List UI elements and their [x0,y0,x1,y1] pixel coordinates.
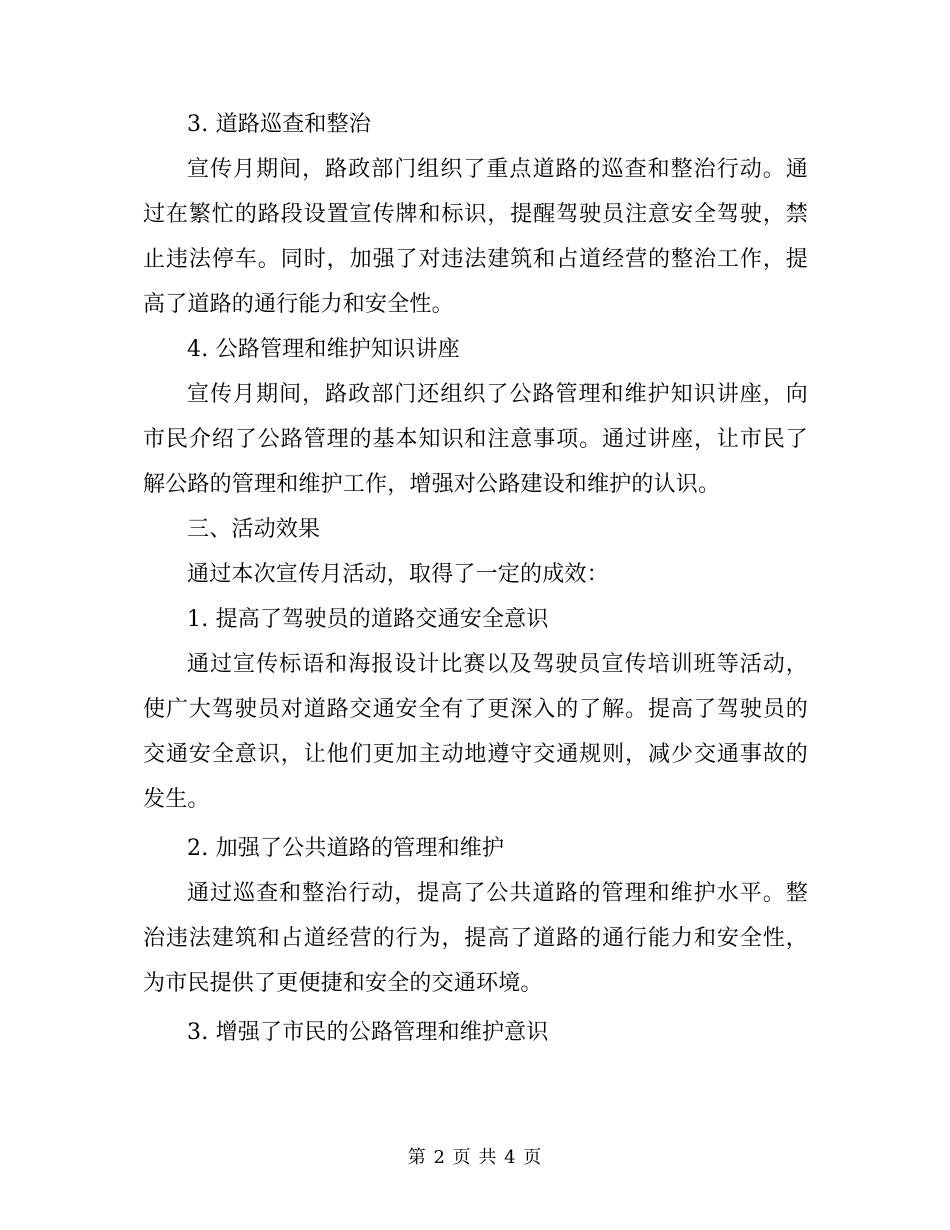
section-heading-road-patrol: 3. 道路巡查和整治 [187,112,371,137]
paragraph-lecture: 宣传月期间，路政部门还组织了公路管理和维护知识讲座，向市民介绍了公路管理的基本知识和注意事项。通过讲座，让市民了解公路的管理和维护工作，增强对公路建设和维护的认识。 [143,382,808,497]
page-number-footer: 第 2 页 共 4 页 [407,1147,543,1168]
paragraph-road-patrol: 宣传月期间，路政部门组织了重点道路的巡查和整治行动。通过在繁忙的路段设置宣传牌和标识，提醒驾驶员注意安全驾驶，禁止违法停车。同时，加强了对违法建筑和占道经营的整治工作，提高了道路的通行能力和安全性。 [143,157,808,317]
paragraph-road-management: 通过巡查和整治行动，提高了公共道路的管理和维护水平。整治违法建筑和占道经营的行为，提高了道路的通行能力和安全性，为市民提供了更便捷和安全的交通环境。 [143,881,808,996]
paragraph-effects-intro: 通过本次宣传月活动，取得了一定的成效： [187,562,609,587]
document-body [143,102,808,1055]
section-heading-lecture: 4. 公路管理和维护知识讲座 [187,337,460,362]
paragraph-driver-awareness: 通过宣传标语和海报设计比赛以及驾驶员宣传培训班等活动，使广大驾驶员对道路交通安全有了更深入的了解。提高了驾驶员的交通安全意识，让他们更加主动地遵守交通规则，减少交通事故的发生。 [143,652,808,812]
section-heading-effects: 三、活动效果 [187,517,321,542]
section-heading-citizen-awareness: 3. 增强了市民的公路管理和维护意识 [187,1020,549,1045]
section-heading-driver-awareness: 1. 提高了驾驶员的道路交通安全意识 [187,607,549,632]
section-heading-road-management: 2. 加强了公共道路的管理和维护 [187,836,505,861]
